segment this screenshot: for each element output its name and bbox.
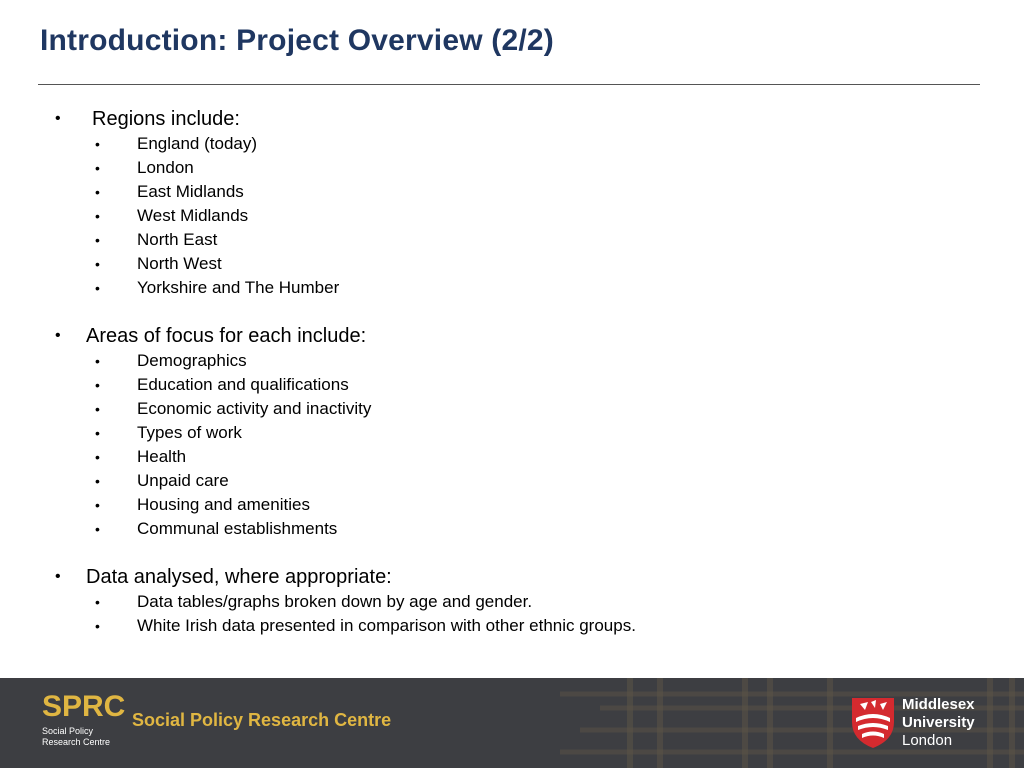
university-line: London [902, 732, 953, 749]
list-item [52, 373, 982, 397]
section-heading-text: Regions include: [92, 108, 240, 130]
list-item [52, 421, 982, 445]
list-item [52, 517, 982, 541]
list-item [52, 204, 982, 228]
bullet-glyph: • [95, 160, 100, 176]
list-item [52, 252, 982, 276]
slide-title: Introduction: Project Overview (2/2) [40, 24, 554, 57]
bullet-glyph: • [95, 401, 100, 417]
section-heading-text: Areas of focus for each include: [86, 325, 367, 347]
sprc-logo-mark: SPRC [42, 690, 126, 723]
bullet-glyph: • [95, 280, 100, 296]
list-item-text: North West [137, 254, 222, 273]
list-item [52, 276, 982, 300]
list-item-text: Economic activity and inactivity [137, 399, 372, 418]
bullet-glyph: • [95, 594, 100, 610]
university-line: Middlesex [902, 696, 975, 713]
bullet-glyph: • [95, 449, 100, 465]
list-item [52, 156, 982, 180]
list-item [52, 180, 982, 204]
section-heading-text: Data analysed, where appropriate: [86, 566, 392, 588]
list-item-text: London [137, 158, 194, 177]
list-item-text: Housing and amenities [137, 495, 310, 514]
bullet-glyph: • [95, 208, 100, 224]
bullet-glyph: • [95, 232, 100, 248]
sprc-logo [42, 692, 125, 748]
bullet-glyph: • [95, 473, 100, 489]
bullet-glyph: • [95, 184, 100, 200]
bullet-glyph: • [95, 497, 100, 513]
list-item [52, 614, 982, 638]
list-item-text: Demographics [137, 351, 247, 370]
bullet-glyph: • [95, 136, 100, 152]
list-item-text: England (today) [137, 134, 258, 153]
bullet-glyph: • [95, 618, 100, 634]
sprc-sub-line: Social Policy [42, 726, 94, 736]
sprc-sub-line: Research Centre [42, 737, 111, 747]
section-heading [52, 106, 982, 132]
list-item-text: White Irish data presented in comparison with other ethnic groups. [137, 616, 636, 635]
list-item [52, 397, 982, 421]
list-item [52, 132, 982, 156]
list-item-text: Education and qualifications [137, 375, 349, 394]
list-item [52, 590, 982, 614]
title-divider [38, 84, 980, 85]
slide-body [52, 106, 982, 661]
section-regions [52, 106, 982, 300]
bullet-glyph: • [95, 256, 100, 272]
list-item [52, 493, 982, 517]
list-item [52, 469, 982, 493]
list-item-text: Yorkshire and The Humber [137, 278, 340, 297]
list-item [52, 445, 982, 469]
list-item-text: Health [137, 447, 187, 466]
list-item-text: Data tables/graphs broken down by age and gender. [137, 592, 533, 611]
bullet-glyph: • [55, 568, 61, 585]
section-heading [52, 323, 982, 349]
slide-footer [0, 678, 1024, 768]
sprc-logo-subtitle [42, 726, 125, 748]
bullet-glyph: • [55, 110, 61, 127]
middlesex-wordmark [902, 696, 975, 750]
section-data-analysed [52, 564, 982, 638]
bullet-glyph: • [95, 377, 100, 393]
sprc-fullname: Social Policy Research Centre [132, 710, 392, 730]
bullet-glyph: • [95, 425, 100, 441]
list-item-text: Communal establishments [137, 519, 338, 538]
section-heading [52, 564, 982, 590]
list-item-text: West Midlands [137, 206, 249, 225]
section-areas-of-focus [52, 323, 982, 541]
bullet-glyph: • [95, 521, 100, 537]
middlesex-shield-icon [852, 696, 894, 748]
bullet-glyph: • [55, 327, 61, 344]
list-item [52, 228, 982, 252]
list-item-text: Unpaid care [137, 471, 229, 490]
list-item-text: North East [137, 230, 218, 249]
list-item-text: East Midlands [137, 182, 244, 201]
list-item-text: Types of work [137, 423, 242, 442]
university-line: University [902, 714, 975, 731]
bullet-glyph: • [95, 353, 100, 369]
list-item [52, 349, 982, 373]
